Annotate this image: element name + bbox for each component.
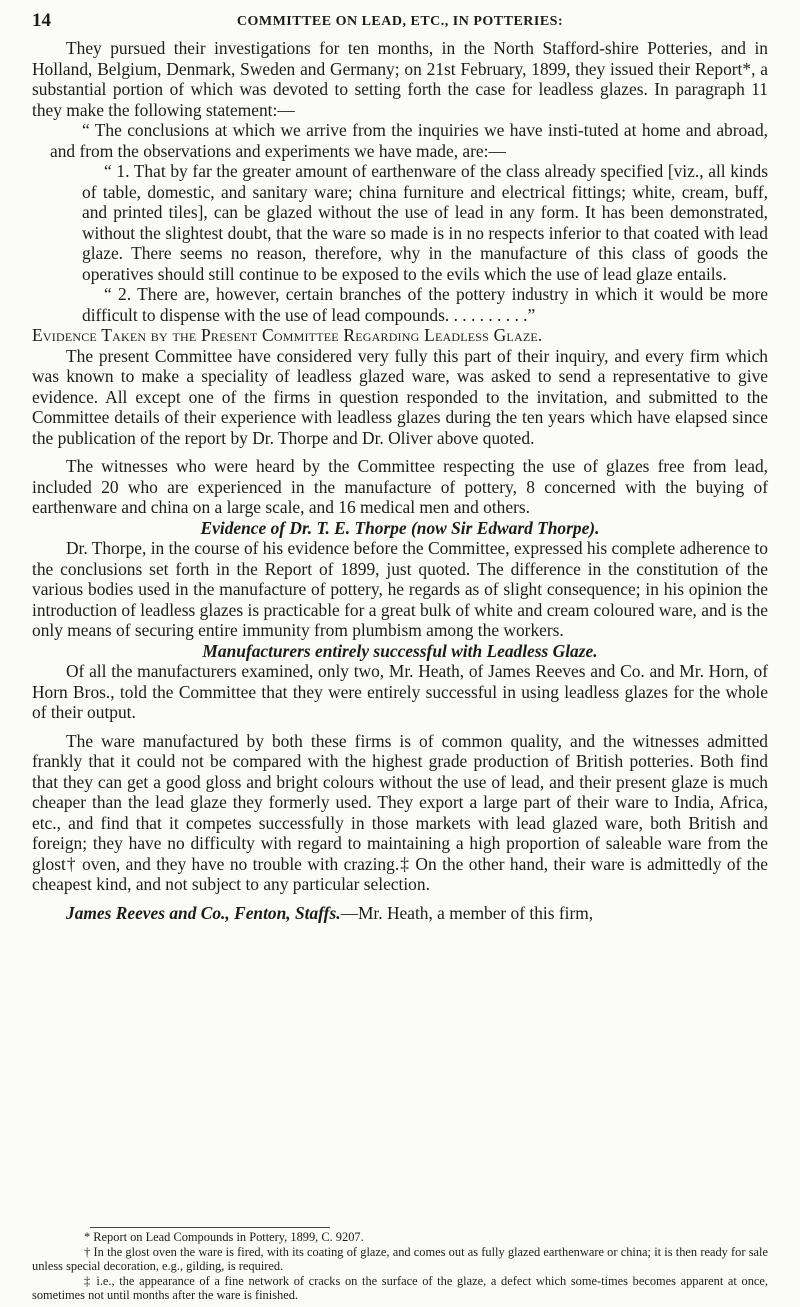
thorpe-paragraph: Dr. Thorpe, in the course of his evidence before the Committee, expressed his complete adherence to the conclusions set forth in the Report of 1899, just quoted. The difference in the constitution of the various bodies used in the manufacture of pottery, he regards as of slight consequence; in his opinion the introduction of leadless glazes is practicable for a great bulk of white and cream coloured ware, and is the only means of securing entire immunity from plumbism among the workers.: [32, 538, 768, 640]
page-number: 14: [32, 10, 51, 31]
manufacturers-paragraph-3: [32, 903, 768, 924]
quote-point-2: “ 2. There are, however, certain branches of the pottery industry in which it would be more difficult to dispense with the use of lead compounds. . . . . . . . . .”: [82, 284, 768, 325]
thorpe-section-heading: Evidence of Dr. T. E. Thorpe (now Sir Edward Thorpe).: [200, 517, 600, 538]
footnote-1: * Report on Lead Compounds in Pottery, 1899, C. 9207.: [84, 1230, 364, 1244]
manufacturers-paragraph-3-text: —Mr. Heath, a member of this firm,: [340, 902, 594, 923]
manufacturers-paragraph-1: Of all the manufacturers examined, only two, Mr. Heath, of James Reeves and Co. and Mr. Horn, of Horn Bros., told the Committee that they were entirely successful in using leadless glazes for the whole of their output.: [32, 661, 768, 722]
main-text: [32, 38, 768, 923]
report-quotation: [32, 120, 768, 325]
intro-paragraph: They pursued their investigations for ten months, in the North Stafford-shire Potteries, and in Holland, Belgium, Denmark, Sweden and Germany; on 21st February, 1899, they issued their Report*, a substantial portion of which was devoted to setting forth the case for leadless glazes. In paragraph 11 they make the following statement:—: [32, 38, 768, 120]
footnotes: [32, 1230, 768, 1303]
footnote-2: † In the glost oven the ware is fired, with its coating of glaze, and comes out as fully glazed earthenware or china; it is then ready for sale unless special decoration, e.g., gilding, is required.: [32, 1244, 768, 1273]
running-title: COMMITTEE ON LEAD, ETC., IN POTTERIES:: [236, 14, 564, 29]
footnote-3: ‡ i.e., the appearance of a fine network of cracks on the surface of the glaze, a defect which some-times becomes apparent at once, sometimes not until months after the ware is finished.: [32, 1273, 768, 1302]
quote-point-1: “ 1. That by far the greater amount of earthenware of the class already specified [viz., all kinds of table, domestic, and sanitary ware; china furniture and electrical fittings; white, cream, buff, and printed tiles], can be glazed without the use of lead in any form. It has been demonstrated, without the slightest doubt, that the ware so made is in no respects inferior to that coated with lead glaze. There seems no reason, therefore, why in the manufacture of this class of goods the operatives should still continue to be exposed to the evils which the use of lead glaze entails.: [82, 161, 768, 284]
evidence-paragraph-2: The witnesses who were heard by the Committee respecting the use of glazes free from lead, included 20 who are experienced in the manufacture of pottery, 8 concerned with the buying of earthenware and china on a large scale, and 16 medical men and others.: [32, 456, 768, 517]
footnote-divider: [90, 1227, 330, 1228]
manufacturers-section-heading: Manufacturers entirely successful with Leadless Glaze.: [202, 640, 598, 661]
quote-lead: “ The conclusions at which we arrive from the inquiries we have insti-tuted at home and abroad, and from the observations and experiments we have made, are:—: [50, 120, 768, 161]
manufacturers-paragraph-2: The ware manufactured by both these firms is of common quality, and the witnesses admitted frankly that it could not be compared with the highest grade production of British potteries. Both find that they can get a good gloss and bright colours without the use of lead, and their present glaze is much cheaper than the lead glaze they formerly used. They export a large part of their ware to India, Africa, etc., and find that it competes successfully in those markets with lead glazed ware, both British and foreign; they have no difficulty with regard to maintaining a high proportion of saleable ware from the glost† oven, and they have no trouble with crazing.‡ On the other hand, their ware is admittedly of the cheapest kind, and not subject to any particular selection.: [32, 730, 768, 894]
evidence-paragraph-1: The present Committee have considered very fully this part of their inquiry, and every firm which was known to make a speciality of leadless glazed ware, was asked to send a representative to give evidence. All except one of the firms in question responded to the invitation, and submitted to the Committee details of their experience with leadless glazes during the ten years which have elapsed since the publication of the report by Dr. Thorpe and Dr. Oliver above quoted.: [32, 345, 768, 448]
firm-name-heading: James Reeves and Co., Fenton, Staffs.: [66, 902, 341, 923]
evidence-section-heading: Evidence Taken by the Present Committee Regarding Leadless Glaze.: [32, 325, 543, 345]
